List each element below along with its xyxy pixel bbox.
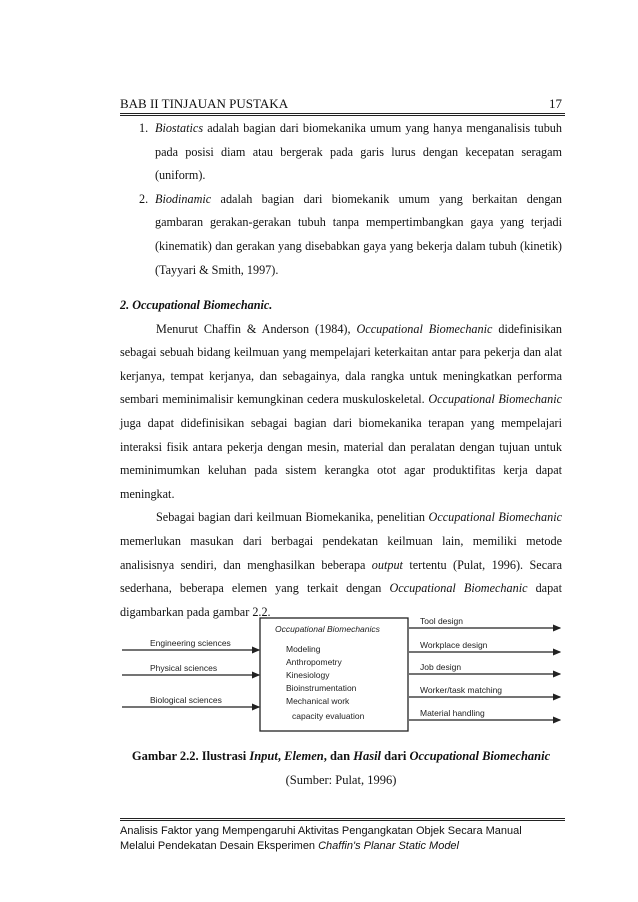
figure-caption	[120, 744, 562, 792]
element-item: Bioinstrumentation	[286, 683, 357, 693]
element-item: Modeling	[286, 644, 321, 654]
list-number: 1.	[139, 121, 149, 135]
input-label: Physical sciences	[150, 663, 218, 673]
output-label: Material handling	[420, 708, 485, 718]
page-header	[120, 96, 562, 112]
paragraph: Menurut Chaffin & Anderson (1984), Occupational Biomechanic didefinisikan sebagai sebuah bidang keilmuan yang mempelajari keterkaitan antar para pekerja dan alat kerjanya, tempat kerjanya, dan sebagainya, dala rangka untuk meningkatkan performa sembari meminimalisir kemungkinan cedera muskuloskeletal. Occupational Biomechanic juga dapat didefinisikan sebagai bagian dari biomekanika terapan yang mempelajari interaksi fisik antara pekerja dengan mesin, material dan peralatan dengan tujuan untuk meminimumkan keluhan pada sistem kerangka otot agar produktifitas kerja dapat meningkat.	[120, 321, 562, 501]
element-item: Anthropometry	[286, 657, 342, 667]
caption-source: (Sumber: Pulat, 1996)	[285, 773, 397, 787]
page-number: 17	[549, 96, 562, 111]
header-rule	[120, 113, 565, 116]
biomechanics-diagram	[120, 612, 562, 737]
section-body	[120, 294, 562, 624]
box-title: Occupational Biomechanics	[275, 624, 380, 634]
numbered-list	[120, 117, 562, 282]
element-item: Kinesiology	[286, 670, 330, 680]
footer-line: Analisis Faktor yang Mempengaruhi Aktivitas Pengangkatan Objek Secara Manual	[120, 825, 522, 837]
chapter-title: BAB II TINJAUAN PUSTAKA	[120, 96, 289, 111]
section-heading: 2. Occupational Biomechanic.	[120, 298, 273, 312]
term: Biodinamic	[155, 191, 212, 206]
element-item: Mechanical work	[286, 696, 350, 706]
output-label: Workplace design	[420, 640, 488, 650]
footer-line: Melalui Pendekatan Desain Eksperimen Chaffin's Planar Static Model	[120, 840, 459, 852]
output-label: Worker/task matching	[420, 685, 503, 695]
list-item	[120, 188, 562, 282]
input-label: Biological sciences	[150, 695, 222, 705]
caption-title: Gambar 2.2. Ilustrasi Input, Elemen, dan Hasil dari Occupational Biomechanic	[131, 749, 551, 763]
term: Biostatics	[155, 121, 204, 135]
footer-rule	[120, 818, 565, 821]
list-text: adalah bagian dari biomekanika umum yang hanya menganalisis tubuh pada posisi diam atau bergerak pada garis lurus dengan kecepatan seragam (uniform).	[155, 121, 562, 183]
list-text: adalah bagian dari biomekanik umum yang berkaitan dengan gambaran gerakan-gerakan tubuh tanpa mempertimbangkan gaya yang terjadi (kinematik) dan gerakan yang disebabkan gaya yang bekerja dalam tubuh (kinetik) (Tayyari & Smith, 1997).	[155, 191, 562, 277]
list-number: 2.	[139, 191, 149, 206]
output-label: Job design	[420, 662, 462, 672]
input-label: Engineering sciences	[150, 638, 231, 648]
element-item: capacity evaluation	[292, 711, 365, 721]
paragraph: Sebagai bagian dari keilmuan Biomekanika, penelitian Occupational Biomechanic memerlukan masukan dari berbagai pendekatan keilmuan lain, memiliki metode analisisnya sendiri, dan menghasilkan beberapa output tertentu (Pulat, 1996). Secara sederhana, beberapa elemen yang terkait dengan Occupational Biomechanic dapat digambarkan pada gambar 2.2.	[120, 510, 563, 619]
list-item	[120, 117, 562, 188]
output-label: Tool design	[420, 616, 464, 626]
page-footer	[120, 824, 570, 854]
